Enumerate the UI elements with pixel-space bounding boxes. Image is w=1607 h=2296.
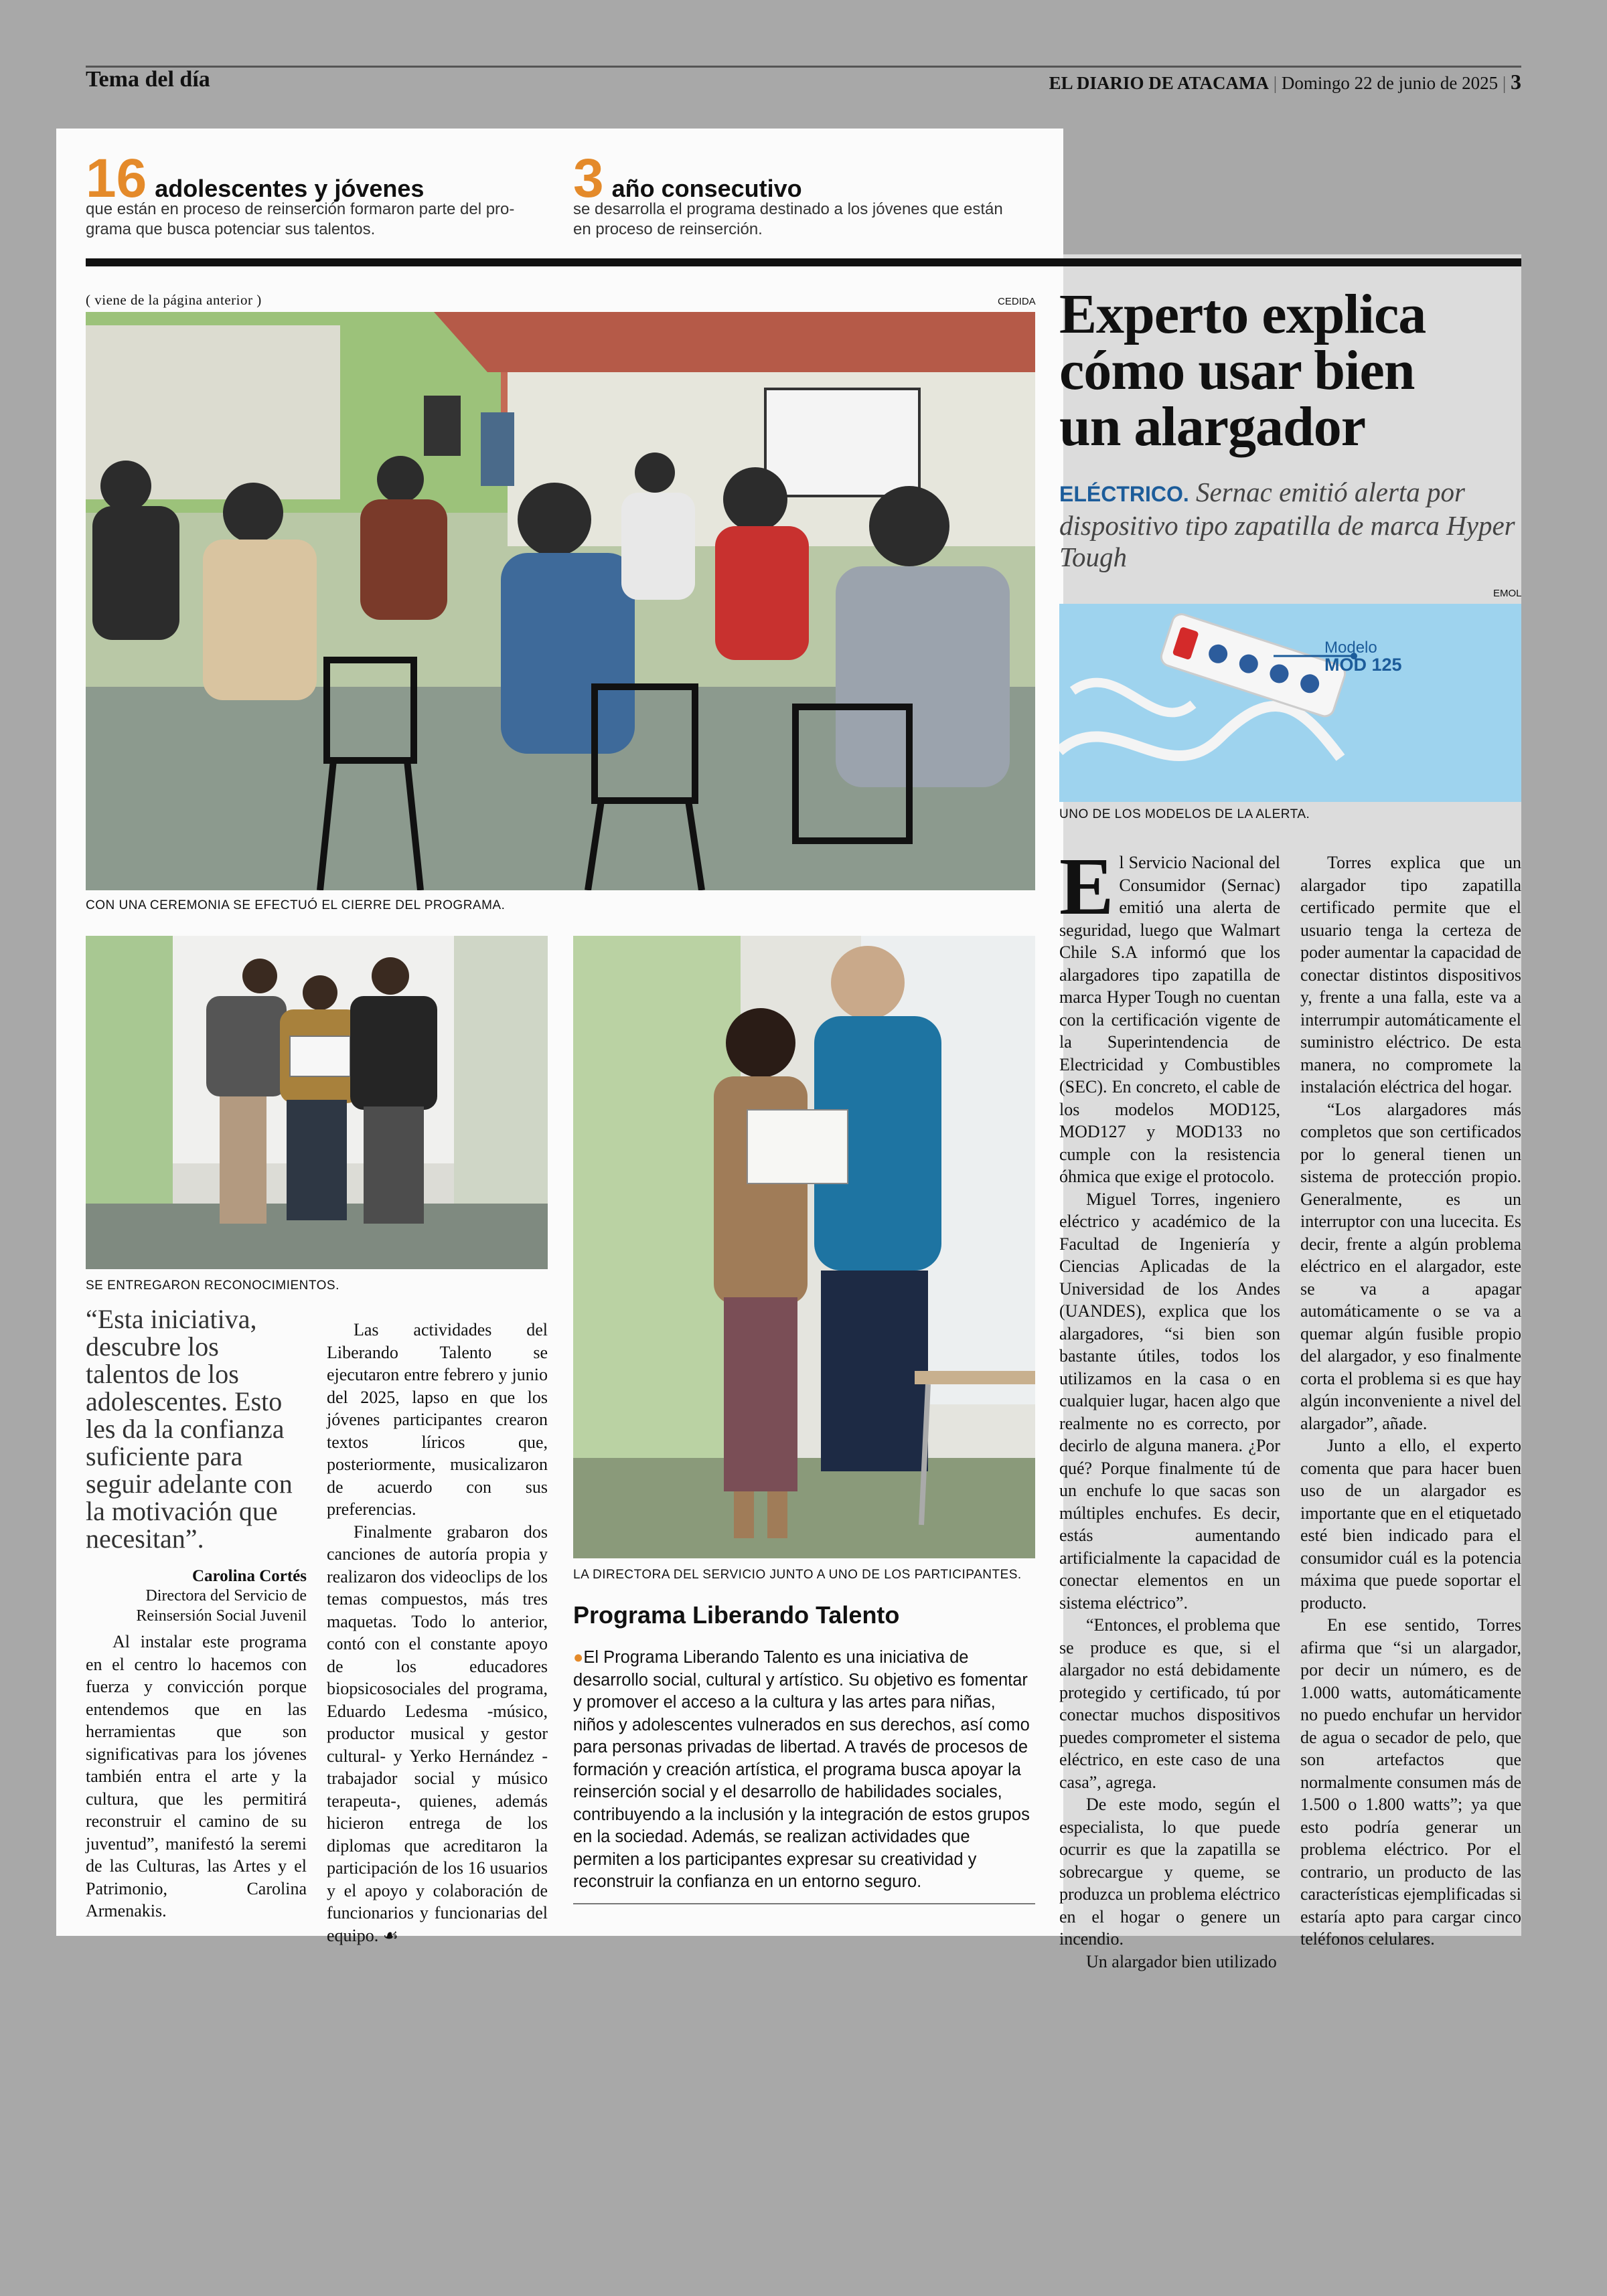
awards-photo	[86, 936, 548, 1269]
kicker-text: Sernac emitió alerta por dispositivo tipo zapatilla de marca Hyper Tough	[1059, 477, 1515, 572]
stat-number: 3	[573, 148, 604, 209]
power-strip-photo	[1059, 604, 1521, 802]
product-model: MOD 125	[1324, 655, 1402, 675]
headline-line: un alargador	[1059, 396, 1366, 458]
program-info-box	[573, 1601, 1035, 1904]
bullet-icon: ●	[573, 1648, 584, 1667]
stat-description-line: que están en proceso de reinserción formaron parte del pro-	[86, 200, 515, 218]
article-paragraph: Al instalar este programa en el centro lo hacemos con fuerza y convicción porque entendemos que en las herramientas que son significativas para los jóvenes también entra el arte y la cultura, que les permitirá reconstruir el camino de su juventud”, manifestó la seremi de las Culturas, las Artes y el Patrimonio, Carolina Armenakis.	[86, 1632, 307, 1920]
kicker-label: ELÉCTRICO.	[1059, 482, 1189, 506]
page-number: 3	[1511, 70, 1521, 94]
end-mark-icon: ☙	[382, 1925, 399, 1945]
photo-caption: CON UNA CEREMONIA SE EFECTUÓ EL CIERRE DEL PROGRAMA.	[86, 898, 506, 912]
awards-scene-illustration	[86, 936, 548, 1269]
photo-caption: UNO DE LOS MODELOS DE LA ALERTA.	[1059, 807, 1310, 821]
article-paragraph: Miguel Torres, ingeniero eléctrico y académico de la Facultad de Ingeniería y Ciencias Aplicadas de la Universidad de los Andes (UANDES), explica que los alargadores, “si bien son bastante útiles, todos los utilizamos en la casa o en cualquier lugar, hacen algo que realmente no es correcto, por decirlo de alguna manera. ¿Por qué? Porque finalmente tú de un enchufe lo que sacas son múltiples enchufes. Es decir, estás aumentando artificialmente la capacidad de conectar elementos en un sistema eléctrico”.	[1059, 1189, 1280, 1613]
section-title: Tema del día	[86, 67, 210, 92]
photo-credit: EMOL	[1493, 588, 1522, 599]
stat-block-2	[573, 148, 1042, 240]
box-body-text: El Programa Liberando Talento es una iniciativa de desarrollo social, cultural y artístico. Su objetivo es fomentar y promover el acceso a la cultura y las artes para niñas, niños y adolescentes vulnerados en sus derechos, así como para personas privadas de libertad. A través de procesos de formación y creación artística, el programa busca apoyar la reinserción social y el desarrollo de habilidades sociales, contribuyendo a la inclusión y la integración de estos grupos en la sociedad. Además, se realizan actividades que permiten a los participantes expresar su creatividad y reconstruir la confianza en un entorno seguro.	[573, 1648, 1030, 1891]
expert-headline	[1059, 283, 1521, 458]
stat-description-line: se desarrolla el programa destinado a los jóvenes que están	[573, 200, 1003, 218]
power-strip-illustration	[1059, 604, 1521, 802]
article-subhead: Un alargador bien utilizado	[1086, 1951, 1277, 1971]
continued-note: ( viene de la página anterior )	[86, 292, 262, 308]
product-label: Modelo	[1324, 639, 1377, 657]
expert-column-1	[1059, 841, 1280, 1973]
article-column-2	[327, 1319, 548, 1947]
photo-caption: SE ENTREGARON RECONOCIMIENTOS.	[86, 1279, 339, 1293]
article-paragraph: “Los alargadores más completos que son certificados por lo general tienen un sistema de protección propio. Generalmente, es un interruptor con una lucecita. Es decir, frente a algún problema eléctrico en el alargador, este se va a apagar automáticamente o se va a quemar algún fusible propio del alargador, y eso finalmente corta el problema si es que hay algún inconveniente a nivel del alargador”, añade.	[1300, 1099, 1521, 1433]
stat-heading: año consecutivo	[611, 175, 802, 202]
quote-author-role: Reinsersión Social Juvenil	[136, 1607, 307, 1625]
stat-heading: adolescentes y jóvenes	[155, 175, 425, 202]
article-paragraph: En ese sentido, Torres afirma que “si un alargador, por decir un número, es de 1.000 watts, automáticamente no puedo enchufar un hervidor de agua o secador de pelo, que son artefactos que normalmente consumen más de 1.500 o 1.800 watts”; ya que esto podría generar un problema eléctrico. Por el contrario, un producto de las características ejemplificadas si estaría apto para cargar cinco teléfonos celulares.	[1300, 1615, 1521, 1949]
headline-line: Experto explica	[1059, 283, 1426, 345]
masthead: EL DIARIO DE ATACAMA | Domingo 22 de junio de 2025 | 3	[1049, 70, 1521, 94]
director-photo	[573, 936, 1035, 1558]
article-column-1	[86, 1631, 307, 1922]
article-paragraph-text: Finalmente grabaron dos canciones de autoría propia y realizaron dos videoclips de los temas compuestos, más tres maquetas. Todo lo anterior, contó con el constante apoyo de los educadores biopsicosociales del programa, Eduardo Ledesma -músico, productor musical y gestor cultural- y Yerko Hernández -trabajador social y músico terapeuta-, quienes, además hicieron entrega de los diplomas que acreditaron la participación de los 16 usuarios y el apoyo y colaboración de funcionarios y funcionarias del equipo.	[327, 1522, 548, 1945]
expert-column-2	[1300, 851, 1521, 1951]
article-paragraph	[327, 1521, 548, 1947]
box-title: Programa Liberando Talento	[573, 1601, 900, 1629]
stat-description-line: grama que busca potenciar sus talentos.	[86, 220, 376, 238]
box-bottom-rule	[573, 1903, 1035, 1904]
newspaper-name: EL DIARIO DE ATACAMA	[1049, 73, 1269, 93]
drop-cap: E	[1059, 841, 1114, 932]
section-divider	[86, 258, 1521, 266]
article-paragraph: De este modo, según el especialista, lo que puede ocurrir es que la zapatilla se sobrecargue y queme, se produzca un problema eléctrico en el hogar o genere un incendio.	[1059, 1795, 1280, 1949]
headline-line: cómo usar bien	[1059, 339, 1415, 402]
box-body	[573, 1647, 1035, 1894]
article-paragraph: Las actividades del Liberando Talento se ejecutaron entre febrero y junio del 2025, lapso en que los jóvenes participantes crearon textos líricos que, posteriormente, musicalizaron de acuerdo con sus preferencias.	[327, 1320, 548, 1519]
article-paragraph: Junto a ello, el experto comenta que para hacer buen uso de un alargador es importante que en el etiquetado esté bien indicado para el consumidor cuál es la potencia máxima que puede soportar el producto.	[1300, 1436, 1521, 1613]
pull-quote	[86, 1305, 307, 1626]
header-rule	[86, 66, 1521, 68]
article-paragraph-text: l Servicio Nacional del Consumidor (Sernac) emitió una alerta de seguridad, luego que Walmart Chile S.A informó que los alargadores tipo zapatilla de marca Hyper Tough no cuentan con la certificación vigente de la Superintendencia de Electricidad y Combustibles (SEC). En concreto, el cable de los modelos MOD125, MOD127 y MOD133 no cumple con la resistencia óhmica que exige el protocolo.	[1059, 853, 1280, 1186]
stat-number: 16	[86, 148, 147, 209]
ceremony-photo	[86, 312, 1035, 890]
quote-author: Carolina Cortés	[192, 1567, 307, 1585]
issue-date: Domingo 22 de junio de 2025	[1281, 73, 1499, 93]
article-paragraph: “Entonces, el problema que se produce es que, si el alargador no está debidamente protegido y certificado, tú por conectar muchos dispositivos puedes comprometer el sistema eléctrico, en este caso de una casa”, agrega.	[1059, 1615, 1280, 1792]
photo-caption: LA DIRECTORA DEL SERVICIO JUNTO A UNO DE LOS PARTICIPANTES.	[573, 1568, 1022, 1582]
director-scene-illustration	[573, 936, 1035, 1558]
photo-credit: CEDIDA	[998, 296, 1036, 307]
quote-text: “Esta iniciativa, descubre los talentos de los adolescentes. Esto les da la confianza suficiente para seguir adelante con la motivación que necesitan”.	[86, 1304, 293, 1554]
ceremony-scene-illustration	[86, 312, 1035, 890]
article-paragraph: Torres explica que un alargador tipo zapatilla certificado permite que el usuario tenga la certeza de poder aumentar la capacidad de conectar distintos dispositivos y, frente a una falla, este va a interrumpir automáticamente el suministro eléctrico. De esta manera, no compromete la instalación eléctrica del hogar.	[1300, 853, 1521, 1096]
stat-description-line: en proceso de reinserción.	[573, 220, 763, 238]
quote-author-role: Directora del Servicio de	[145, 1587, 307, 1605]
article-paragraph	[1059, 841, 1280, 1188]
kicker	[1059, 477, 1521, 573]
stat-block-1	[86, 148, 548, 240]
